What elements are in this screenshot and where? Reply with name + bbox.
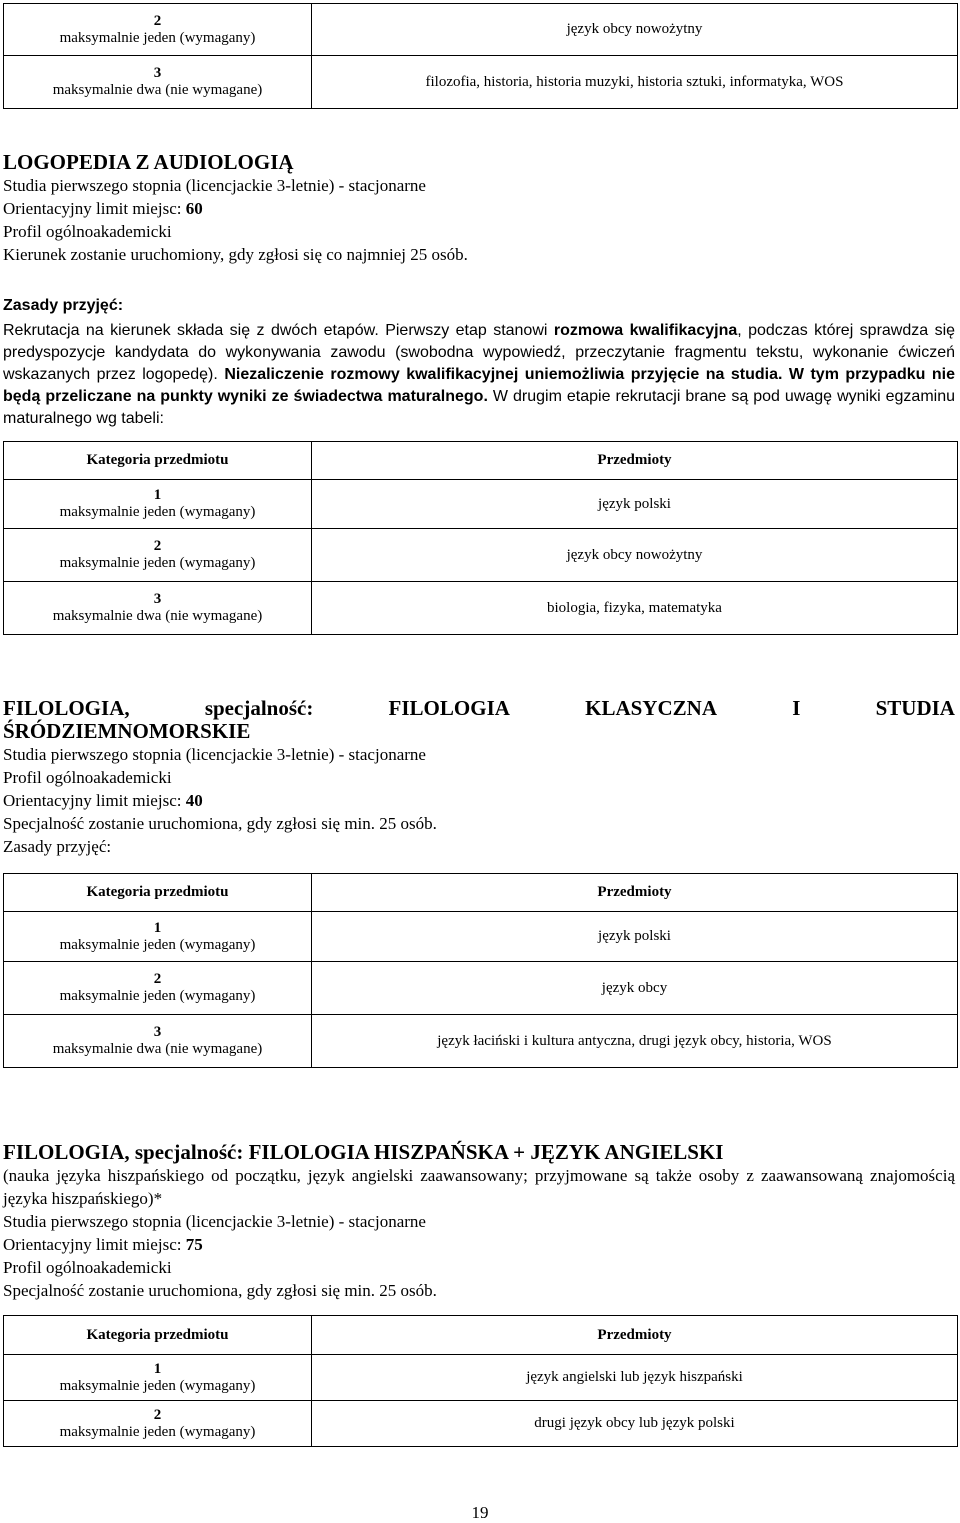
header-category: Kategoria przedmiotu — [4, 874, 312, 912]
title-word: FILOLOGIA, — [3, 696, 130, 720]
table-row — [4, 529, 958, 582]
section-title — [3, 697, 955, 720]
category-number: 2 — [153, 971, 162, 987]
title-word: specjalność: — [204, 696, 314, 720]
category-cell — [4, 912, 312, 962]
rules-text-part: Rekrutacja na kierunek składa się z dwóch etapów. Pierwszy etap stanowi — [3, 322, 554, 339]
table-header-row — [4, 874, 958, 912]
table-row — [4, 962, 958, 1015]
category-cell — [4, 962, 312, 1015]
category-label: maksymalnie jeden (wymagany) — [59, 29, 256, 46]
table-row — [4, 1015, 958, 1068]
category-number: 2 — [153, 538, 162, 554]
category-label: maksymalnie jeden (wymagany) — [59, 936, 256, 953]
header-subjects: Przedmioty — [312, 874, 958, 912]
category-label: maksymalnie jeden (wymagany) — [59, 555, 256, 571]
start-condition: Kierunek zostanie uruchomiony, gdy zgłosi się co najmniej 25 osób. — [3, 245, 468, 264]
category-label: maksymalnie dwa (nie wymagane) — [52, 82, 263, 98]
title-word: STUDIA — [875, 696, 955, 720]
header-subjects: Przedmioty — [312, 442, 958, 480]
limit-value: 40 — [185, 791, 203, 810]
category-cell — [4, 56, 312, 109]
places-limit — [3, 197, 955, 220]
category-label: maksymalnie jeden (wymagany) — [59, 1423, 256, 1440]
places-limit — [3, 789, 955, 812]
subjects-cell: język polski — [312, 480, 958, 529]
category-number: 2 — [153, 12, 162, 29]
study-type: Studia pierwszego stopnia (licencjackie 3-letnie) - stacjonarne — [3, 1212, 426, 1231]
logopedia-section — [3, 151, 955, 266]
limit-value: 75 — [185, 1235, 203, 1254]
limit-value: 60 — [185, 199, 203, 218]
category-label: maksymalnie jeden (wymagany) — [59, 504, 256, 520]
specialty-note: (nauka języka hiszpańskiego od początku, język angielski zaawansowany; przyjmowane są także osoby z zaawansowaną znajomością języka hiszpańskiego)* — [3, 1166, 955, 1208]
section-title: LOGOPEDIA Z AUDIOLOGIĄ — [3, 150, 294, 174]
page-number: 19 — [471, 1503, 489, 1522]
table-row — [4, 582, 958, 635]
category-cell — [4, 529, 312, 582]
category-label: maksymalnie jeden (wymagany) — [59, 988, 256, 1004]
category-label: maksymalnie dwa (nie wymagane) — [52, 1041, 263, 1057]
category-number: 3 — [153, 1024, 162, 1040]
header-category: Kategoria przedmiotu — [4, 442, 312, 480]
limit-label: Orientacyjny limit miejsc: — [3, 1235, 186, 1254]
klasyczna-section — [3, 697, 955, 858]
hiszpanska-subjects-table — [3, 1315, 958, 1447]
category-number: 2 — [153, 1406, 162, 1423]
table-row — [4, 480, 958, 529]
rules-text — [3, 320, 955, 430]
profile: Profil ogólnoakademicki — [3, 222, 172, 241]
hiszpanska-section — [3, 1141, 955, 1302]
title-word: FILOLOGIA — [388, 696, 510, 720]
subjects-cell: drugi język obcy lub język polski — [312, 1401, 958, 1447]
places-limit — [3, 1233, 955, 1256]
study-type: Studia pierwszego stopnia (licencjackie 3-letnie) - stacjonarne — [3, 745, 426, 764]
category-number: 1 — [153, 1360, 162, 1377]
rules-text-part: , podczas której sprawdza się predyspozycje kandydata do wykonywania zawodu (swobodna wypowiedź, przeczytanie fragmentu tekstu, wykonanie ćwiczeń wskazanych przez logopedę). — [3, 322, 956, 383]
title-word: I — [792, 696, 801, 720]
start-condition: Specjalność zostanie uruchomiona, gdy zgłosi się min. 25 osób. — [3, 1281, 437, 1300]
table-row — [4, 56, 958, 109]
subjects-cell: biologia, fizyka, matematyka — [312, 582, 958, 635]
table-row — [4, 1401, 958, 1447]
rules-text-bold: Niezaliczenie rozmowy kwalifikacyjnej uniemożliwia przyjęcie na studia. W tym przypadku nie będą przeliczane na punkty wyniki ze świadectwa maturalnego. — [3, 366, 956, 405]
category-number: 3 — [153, 591, 162, 607]
rules-text-part: W drugim etapie rekrutacji brane są pod uwagę wyniki egzaminu maturalnego wg tabeli: — [3, 388, 956, 427]
profile: Profil ogólnoakademicki — [3, 1258, 172, 1277]
section-title: FILOLOGIA, specjalność: FILOLOGIA HISZPAŃSKA + JĘZYK ANGIELSKI — [3, 1140, 724, 1164]
table-row — [4, 912, 958, 962]
title-word: KLASYCZNA — [585, 696, 717, 720]
subjects-cell: język obcy nowożytny — [312, 4, 958, 56]
table-header-row — [4, 1316, 958, 1355]
table-row — [4, 4, 958, 56]
limit-label: Orientacyjny limit miejsc: — [3, 791, 186, 810]
category-cell — [4, 1355, 312, 1401]
rules-text-bold: rozmowa kwalifikacyjna — [553, 322, 738, 339]
table-row — [4, 1355, 958, 1401]
category-cell — [4, 1401, 312, 1447]
start-condition: Specjalność zostanie uruchomiona, gdy zgłosi się min. 25 osób. — [3, 814, 437, 833]
subjects-cell: język obcy — [312, 962, 958, 1015]
subjects-cell: filozofia, historia, historia muzyki, historia sztuki, informatyka, WOS — [312, 56, 958, 109]
continued-admission-table — [3, 3, 958, 109]
category-cell — [4, 480, 312, 529]
section-title-line2: ŚRÓDZIEMNOMORSKIE — [3, 719, 251, 743]
limit-label: Orientacyjny limit miejsc: — [3, 199, 186, 218]
subjects-cell: język angielski lub język hiszpański — [312, 1355, 958, 1401]
category-label: maksymalnie jeden (wymagany) — [59, 1377, 256, 1394]
admission-rules — [3, 295, 955, 430]
header-subjects: Przedmioty — [312, 1316, 958, 1355]
subjects-cell: język polski — [312, 912, 958, 962]
category-label: maksymalnie dwa (nie wymagane) — [52, 608, 263, 624]
subjects-cell: język łaciński i kultura antyczna, drugi język obcy, historia, WOS — [312, 1015, 958, 1068]
logopedia-subjects-table — [3, 441, 958, 635]
rules-heading: Zasady przyjęć: — [3, 837, 112, 856]
header-category: Kategoria przedmiotu — [4, 1316, 312, 1355]
category-number: 1 — [153, 919, 162, 936]
klasyczna-subjects-table — [3, 873, 958, 1068]
profile: Profil ogólnoakademicki — [3, 768, 172, 787]
category-cell — [4, 4, 312, 56]
category-cell — [4, 582, 312, 635]
study-type: Studia pierwszego stopnia (licencjackie 3-letnie) - stacjonarne — [3, 176, 426, 195]
table-header-row — [4, 442, 958, 480]
subjects-cell: język obcy nowożytny — [312, 529, 958, 582]
category-number: 3 — [153, 65, 162, 81]
category-number: 1 — [153, 487, 162, 503]
category-cell — [4, 1015, 312, 1068]
rules-heading: Zasady przyjęć: — [3, 297, 124, 314]
